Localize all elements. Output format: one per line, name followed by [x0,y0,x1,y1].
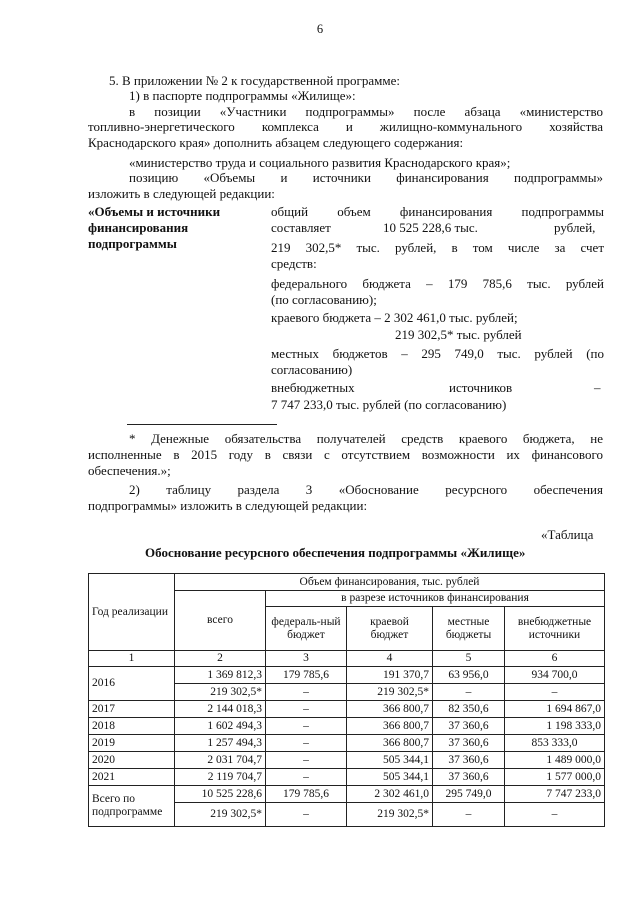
value-cell: 2 119 704,7 [175,769,266,786]
position-label: «Объемы и источники [88,204,221,219]
paragraph-line: 1) в паспорте подпрограммы «Жилище»: [129,88,356,103]
position-value: (по согласованию); [271,292,377,307]
value-cell: – [266,735,347,752]
value-cell: 1 198 333,0 [505,718,605,735]
position-value: общий объем финансирования подпрограммы [271,204,604,219]
paragraph-line: позицию «Объемы и источники финансирования подпрограммы» [129,170,603,185]
header-local: местные бюджеты [433,607,505,651]
position-value: внебюджетных [271,380,355,395]
header-volume: Объем финансирования, тыс. рублей [175,574,605,591]
year-cell: 2020 [89,752,175,769]
value-cell: 366 800,7 [347,718,433,735]
value-cell: 179 785,6 [266,786,347,803]
value-cell: 37 360,6 [433,735,505,752]
value-cell: 179 785,6 [266,667,347,684]
value-cell: 1 257 494,3 [175,735,266,752]
table-row [89,769,605,786]
table-row [89,718,605,735]
position-value: средств: [271,256,317,271]
header-extrabudgetary: внебюджетные источники [505,607,605,651]
value-cell: – [266,718,347,735]
resource-table [88,573,605,827]
value-cell: 1 694 867,0 [505,701,605,718]
value-cell: – [433,684,505,701]
table-row [89,667,605,684]
value-cell: – [266,752,347,769]
value-cell: 505 344,1 [347,769,433,786]
position-value: источников [449,380,513,395]
column-number: 1 [89,651,175,667]
value-cell: – [505,684,605,701]
value-cell: 1 489 000,0 [505,752,605,769]
column-number: 2 [175,651,266,667]
value-cell: 366 800,7 [347,701,433,718]
value-cell: 219 302,5* [175,803,266,827]
table-title: Обоснование ресурсного обеспечения подпрограммы «Жилище» [145,545,526,560]
value-cell: 7 747 233,0 [505,786,605,803]
value-cell: 934 700,0 [505,667,605,684]
footnote-line: исполненные в 2015 году в связи с отсутствием возможности их финансового [88,447,603,462]
value-cell: 2 031 704,7 [175,752,266,769]
value-cell: 82 350,6 [433,701,505,718]
table-row [89,752,605,769]
header-total: всего [175,591,266,651]
value-cell: 295 749,0 [433,786,505,803]
table-row [89,701,605,718]
value-cell: 1 602 494,3 [175,718,266,735]
paragraph-line: 5. В приложении № 2 к государственной программе: [109,73,400,88]
position-value: 10 525 228,6 тыс. [383,220,478,235]
page-number: 6 [316,22,324,36]
header-regional: краевой бюджет [347,607,433,651]
position-value: 219 302,5* тыс. рублей, в том числе за счет [271,240,604,255]
value-cell: 219 302,5* [347,684,433,701]
value-cell: 1 369 812,3 [175,667,266,684]
value-cell: 10 525 228,6 [175,786,266,803]
paragraph-line: подпрограммы» изложить в следующей редакции: [88,498,368,513]
value-cell: – [266,701,347,718]
header-sources: в разрезе источников финансирования [266,591,605,607]
value-cell: 191 370,7 [347,667,433,684]
header-year: Год реализации [89,574,175,651]
position-value: согласованию) [271,362,353,377]
position-label: подпрограммы [88,236,177,251]
position-label: финансирования [88,220,189,235]
footnote-line: * Денежные обязательства получателей средств краевого бюджета, не [129,431,603,446]
position-value: 7 747 233,0 тыс. рублей (по согласованию) [271,397,507,412]
position-value: федерального бюджета – 179 785,6 тыс. рублей [271,276,604,291]
paragraph-line: «министерство труда и социального развития Краснодарского края»; [129,155,511,170]
value-cell: 2 302 461,0 [347,786,433,803]
value-cell: 1 577 000,0 [505,769,605,786]
value-cell: – [266,803,347,827]
value-cell: 63 956,0 [433,667,505,684]
table-row-total [89,786,605,803]
year-cell: 2016 [89,667,175,701]
footnote-line: обеспечения.»; [88,463,171,478]
column-number: 6 [505,651,605,667]
value-cell: – [433,803,505,827]
year-cell: 2017 [89,701,175,718]
value-cell: – [505,803,605,827]
paragraph-line: 2) таблицу раздела 3 «Обоснование ресурсного обеспечения [129,482,603,497]
paragraph-line: Краснодарского края» дополнить абзацем следующего содержания: [88,135,464,150]
position-value: краевого бюджета – 2 302 461,0 тыс. рублей; [271,310,518,325]
paragraph-line: топливно-энергетического комплекса и жилищно-коммунального хозяйства [88,119,603,134]
column-number: 5 [433,651,505,667]
column-number: 4 [347,651,433,667]
value-cell: 853 333,0 [505,735,605,752]
value-cell: 219 302,5* [175,684,266,701]
position-value: – [594,380,601,395]
header-federal: федераль-ный бюджет [266,607,347,651]
value-cell: 37 360,6 [433,769,505,786]
value-cell: – [266,769,347,786]
year-cell: 2021 [89,769,175,786]
value-cell: 366 800,7 [347,735,433,752]
value-cell: 2 144 018,3 [175,701,266,718]
value-cell: 219 302,5* [347,803,433,827]
table-row [89,735,605,752]
value-cell: – [266,684,347,701]
year-cell: 2019 [89,735,175,752]
position-value: составляет [271,220,331,235]
value-cell: 505 344,1 [347,752,433,769]
position-value: рублей, [554,220,596,235]
year-cell: 2018 [89,718,175,735]
paragraph-line: изложить в следующей редакции: [88,186,275,201]
value-cell: 37 360,6 [433,718,505,735]
total-label: Всего по подпрограмме [89,786,175,827]
table-caption-label: «Таблица [541,527,594,542]
position-value: 219 302,5* тыс. рублей [395,327,522,342]
position-value: местных бюджетов – 295 749,0 тыс. рублей (по [271,346,604,361]
footnote-separator [127,424,277,425]
column-number: 3 [266,651,347,667]
paragraph-line: в позиции «Участники подпрограммы» после абзаца «министерство [129,104,603,119]
value-cell: 37 360,6 [433,752,505,769]
